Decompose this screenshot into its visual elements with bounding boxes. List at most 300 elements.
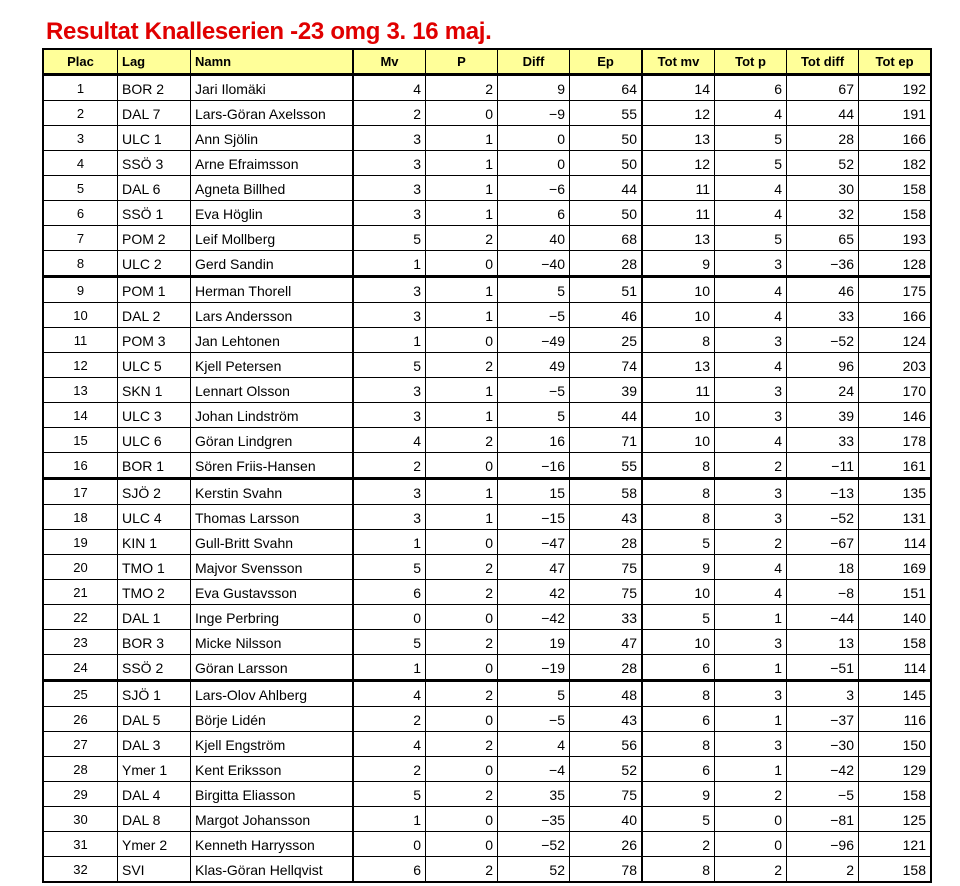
table-row	[43, 201, 931, 226]
cell-tot-mv: 8	[642, 328, 715, 353]
table-row	[43, 580, 931, 605]
cell-diff: −5	[498, 378, 570, 403]
cell-tot-diff: −13	[787, 479, 859, 505]
cell-tot-diff: −81	[787, 807, 859, 832]
cell-tot-ep: 158	[859, 857, 932, 883]
cell-tot-mv: 8	[642, 479, 715, 505]
cell-ep: 75	[570, 782, 643, 807]
cell-tot-diff: 39	[787, 403, 859, 428]
cell-p: 0	[426, 530, 498, 555]
cell-tot-mv: 11	[642, 378, 715, 403]
cell-tot-mv: 10	[642, 303, 715, 328]
cell-tot-mv: 2	[642, 832, 715, 857]
cell-namn: Gull-Britt Svahn	[191, 530, 354, 555]
cell-namn: Jan Lehtonen	[191, 328, 354, 353]
cell-p: 1	[426, 479, 498, 505]
cell-mv: 6	[353, 857, 426, 883]
cell-ep: 52	[570, 757, 643, 782]
cell-lag: DAL 8	[118, 807, 191, 832]
cell-tot-ep: 158	[859, 176, 932, 201]
cell-p: 0	[426, 707, 498, 732]
cell-p: 2	[426, 782, 498, 807]
cell-p: 2	[426, 681, 498, 707]
cell-mv: 4	[353, 732, 426, 757]
cell-ep: 51	[570, 277, 643, 303]
cell-tot-mv: 14	[642, 75, 715, 101]
cell-tot-ep: 170	[859, 378, 932, 403]
cell-ep: 74	[570, 353, 643, 378]
cell-diff: −4	[498, 757, 570, 782]
cell-tot-diff: −37	[787, 707, 859, 732]
cell-ep: 44	[570, 176, 643, 201]
cell-p: 0	[426, 453, 498, 479]
cell-plac: 11	[43, 328, 118, 353]
cell-lag: SSÖ 3	[118, 151, 191, 176]
table-row	[43, 151, 931, 176]
cell-mv: 3	[353, 505, 426, 530]
cell-tot-mv: 10	[642, 277, 715, 303]
cell-p: 0	[426, 832, 498, 857]
column-header-p: P	[426, 49, 498, 75]
cell-diff: −19	[498, 655, 570, 681]
cell-p: 1	[426, 505, 498, 530]
cell-p: 1	[426, 176, 498, 201]
cell-mv: 2	[353, 707, 426, 732]
cell-tot-diff: −42	[787, 757, 859, 782]
cell-lag: DAL 6	[118, 176, 191, 201]
cell-tot-diff: 33	[787, 428, 859, 453]
cell-tot-p: 4	[715, 353, 787, 378]
cell-tot-p: 3	[715, 479, 787, 505]
table-row	[43, 807, 931, 832]
cell-tot-mv: 12	[642, 101, 715, 126]
cell-tot-p: 1	[715, 605, 787, 630]
cell-ep: 28	[570, 251, 643, 277]
cell-mv: 3	[353, 277, 426, 303]
cell-namn: Lars-Olov Ahlberg	[191, 681, 354, 707]
cell-tot-ep: 151	[859, 580, 932, 605]
cell-p: 1	[426, 403, 498, 428]
cell-plac: 4	[43, 151, 118, 176]
cell-tot-p: 3	[715, 630, 787, 655]
page-title: Resultat Knalleserien -23 omg 3. 16 maj.	[46, 18, 492, 45]
cell-tot-mv: 10	[642, 403, 715, 428]
cell-tot-mv: 11	[642, 201, 715, 226]
cell-plac: 28	[43, 757, 118, 782]
cell-mv: 0	[353, 832, 426, 857]
cell-namn: Lars Andersson	[191, 303, 354, 328]
table-row	[43, 176, 931, 201]
cell-namn: Eva Gustavsson	[191, 580, 354, 605]
cell-ep: 39	[570, 378, 643, 403]
cell-tot-ep: 158	[859, 630, 932, 655]
cell-plac: 15	[43, 428, 118, 453]
cell-tot-p: 4	[715, 176, 787, 201]
cell-tot-mv: 13	[642, 126, 715, 151]
cell-p: 2	[426, 857, 498, 883]
cell-tot-diff: −52	[787, 505, 859, 530]
cell-plac: 10	[43, 303, 118, 328]
cell-diff: 40	[498, 226, 570, 251]
cell-tot-p: 1	[715, 707, 787, 732]
column-header-diff: Diff	[498, 49, 570, 75]
table-row	[43, 101, 931, 126]
cell-ep: 40	[570, 807, 643, 832]
cell-plac: 7	[43, 226, 118, 251]
cell-tot-diff: 33	[787, 303, 859, 328]
cell-p: 1	[426, 303, 498, 328]
cell-tot-ep: 140	[859, 605, 932, 630]
cell-tot-p: 1	[715, 757, 787, 782]
cell-p: 2	[426, 732, 498, 757]
cell-lag: ULC 4	[118, 505, 191, 530]
cell-ep: 43	[570, 707, 643, 732]
cell-tot-ep: 135	[859, 479, 932, 505]
cell-plac: 23	[43, 630, 118, 655]
cell-diff: −42	[498, 605, 570, 630]
cell-plac: 26	[43, 707, 118, 732]
cell-diff: −16	[498, 453, 570, 479]
cell-tot-mv: 12	[642, 151, 715, 176]
cell-namn: Johan Lindström	[191, 403, 354, 428]
cell-tot-ep: 203	[859, 353, 932, 378]
cell-tot-diff: 46	[787, 277, 859, 303]
cell-tot-mv: 6	[642, 707, 715, 732]
cell-tot-diff: −5	[787, 782, 859, 807]
cell-tot-p: 3	[715, 732, 787, 757]
cell-p: 1	[426, 151, 498, 176]
cell-lag: DAL 3	[118, 732, 191, 757]
cell-mv: 4	[353, 681, 426, 707]
cell-plac: 27	[43, 732, 118, 757]
cell-ep: 48	[570, 681, 643, 707]
cell-p: 0	[426, 101, 498, 126]
cell-lag: ULC 6	[118, 428, 191, 453]
cell-diff: 4	[498, 732, 570, 757]
cell-diff: 9	[498, 75, 570, 101]
cell-plac: 16	[43, 453, 118, 479]
cell-lag: SSÖ 1	[118, 201, 191, 226]
table-row	[43, 479, 931, 505]
cell-tot-p: 0	[715, 807, 787, 832]
cell-tot-ep: 158	[859, 201, 932, 226]
cell-tot-ep: 192	[859, 75, 932, 101]
cell-namn: Leif Mollberg	[191, 226, 354, 251]
cell-namn: Göran Larsson	[191, 655, 354, 681]
cell-tot-diff: 13	[787, 630, 859, 655]
cell-tot-diff: 67	[787, 75, 859, 101]
cell-tot-ep: 150	[859, 732, 932, 757]
cell-diff: 42	[498, 580, 570, 605]
cell-tot-p: 6	[715, 75, 787, 101]
cell-tot-diff: 18	[787, 555, 859, 580]
cell-ep: 26	[570, 832, 643, 857]
cell-plac: 1	[43, 75, 118, 101]
cell-mv: 2	[353, 757, 426, 782]
cell-ep: 75	[570, 555, 643, 580]
cell-diff: 19	[498, 630, 570, 655]
cell-ep: 43	[570, 505, 643, 530]
cell-tot-diff: −36	[787, 251, 859, 277]
cell-lag: BOR 2	[118, 75, 191, 101]
column-header-lag: Lag	[118, 49, 191, 75]
cell-tot-p: 4	[715, 101, 787, 126]
cell-p: 1	[426, 126, 498, 151]
table-row	[43, 277, 931, 303]
cell-tot-diff: 65	[787, 226, 859, 251]
cell-mv: 4	[353, 75, 426, 101]
cell-p: 0	[426, 328, 498, 353]
cell-ep: 55	[570, 101, 643, 126]
cell-p: 2	[426, 428, 498, 453]
cell-plac: 5	[43, 176, 118, 201]
cell-tot-p: 5	[715, 226, 787, 251]
cell-lag: TMO 2	[118, 580, 191, 605]
cell-tot-ep: 166	[859, 126, 932, 151]
cell-mv: 5	[353, 555, 426, 580]
table-row	[43, 832, 931, 857]
cell-mv: 1	[353, 251, 426, 277]
cell-p: 2	[426, 580, 498, 605]
cell-lag: SVI	[118, 857, 191, 883]
cell-namn: Kjell Engström	[191, 732, 354, 757]
cell-namn: Sören Friis-Hansen	[191, 453, 354, 479]
cell-ep: 47	[570, 630, 643, 655]
cell-tot-ep: 191	[859, 101, 932, 126]
cell-plac: 22	[43, 605, 118, 630]
cell-ep: 68	[570, 226, 643, 251]
cell-plac: 29	[43, 782, 118, 807]
cell-lag: ULC 3	[118, 403, 191, 428]
cell-plac: 13	[43, 378, 118, 403]
cell-ep: 50	[570, 151, 643, 176]
table-row	[43, 530, 931, 555]
cell-ep: 44	[570, 403, 643, 428]
cell-diff: 6	[498, 201, 570, 226]
cell-p: 2	[426, 226, 498, 251]
cell-plac: 20	[43, 555, 118, 580]
table-row	[43, 505, 931, 530]
column-header-tot-p: Tot p	[715, 49, 787, 75]
cell-tot-ep: 114	[859, 530, 932, 555]
cell-lag: Ymer 2	[118, 832, 191, 857]
cell-tot-mv: 8	[642, 453, 715, 479]
results-table	[42, 48, 932, 883]
cell-diff: −35	[498, 807, 570, 832]
cell-plac: 17	[43, 479, 118, 505]
cell-tot-p: 1	[715, 655, 787, 681]
cell-lag: SJÖ 2	[118, 479, 191, 505]
cell-tot-diff: 28	[787, 126, 859, 151]
table-row	[43, 126, 931, 151]
cell-tot-ep: 145	[859, 681, 932, 707]
cell-ep: 50	[570, 126, 643, 151]
cell-ep: 56	[570, 732, 643, 757]
cell-lag: DAL 2	[118, 303, 191, 328]
cell-ep: 75	[570, 580, 643, 605]
cell-diff: 47	[498, 555, 570, 580]
table-header-row	[43, 49, 931, 75]
cell-ep: 78	[570, 857, 643, 883]
cell-diff: 52	[498, 857, 570, 883]
cell-tot-ep: 114	[859, 655, 932, 681]
cell-namn: Micke Nilsson	[191, 630, 354, 655]
cell-p: 0	[426, 655, 498, 681]
cell-tot-p: 5	[715, 126, 787, 151]
table-row	[43, 605, 931, 630]
cell-tot-p: 4	[715, 428, 787, 453]
cell-tot-diff: −96	[787, 832, 859, 857]
cell-namn: Arne Efraimsson	[191, 151, 354, 176]
cell-tot-p: 4	[715, 555, 787, 580]
cell-plac: 21	[43, 580, 118, 605]
cell-diff: −15	[498, 505, 570, 530]
cell-p: 2	[426, 630, 498, 655]
cell-diff: −52	[498, 832, 570, 857]
cell-p: 2	[426, 75, 498, 101]
cell-tot-diff: 52	[787, 151, 859, 176]
cell-mv: 1	[353, 328, 426, 353]
cell-mv: 3	[353, 403, 426, 428]
cell-tot-mv: 13	[642, 226, 715, 251]
cell-tot-diff: −11	[787, 453, 859, 479]
table-row	[43, 353, 931, 378]
cell-tot-p: 3	[715, 328, 787, 353]
cell-plac: 19	[43, 530, 118, 555]
cell-tot-p: 2	[715, 857, 787, 883]
cell-diff: 5	[498, 403, 570, 428]
cell-tot-p: 5	[715, 151, 787, 176]
cell-tot-ep: 182	[859, 151, 932, 176]
cell-p: 2	[426, 555, 498, 580]
cell-lag: DAL 5	[118, 707, 191, 732]
cell-p: 0	[426, 251, 498, 277]
cell-tot-ep: 175	[859, 277, 932, 303]
cell-ep: 55	[570, 453, 643, 479]
cell-namn: Herman Thorell	[191, 277, 354, 303]
cell-diff: −49	[498, 328, 570, 353]
cell-plac: 32	[43, 857, 118, 883]
cell-diff: 15	[498, 479, 570, 505]
cell-plac: 18	[43, 505, 118, 530]
cell-tot-mv: 5	[642, 807, 715, 832]
cell-tot-p: 2	[715, 530, 787, 555]
cell-tot-p: 3	[715, 681, 787, 707]
column-header-namn: Namn	[191, 49, 354, 75]
cell-tot-ep: 128	[859, 251, 932, 277]
table-row	[43, 630, 931, 655]
cell-tot-ep: 125	[859, 807, 932, 832]
cell-namn: Lennart Olsson	[191, 378, 354, 403]
cell-namn: Börje Lidén	[191, 707, 354, 732]
cell-tot-diff: 30	[787, 176, 859, 201]
cell-p: 1	[426, 378, 498, 403]
cell-tot-mv: 8	[642, 732, 715, 757]
table-row	[43, 453, 931, 479]
cell-mv: 0	[353, 605, 426, 630]
cell-namn: Kerstin Svahn	[191, 479, 354, 505]
cell-diff: 5	[498, 681, 570, 707]
cell-tot-mv: 8	[642, 857, 715, 883]
cell-namn: Kent Eriksson	[191, 757, 354, 782]
cell-lag: Ymer 1	[118, 757, 191, 782]
cell-lag: POM 3	[118, 328, 191, 353]
column-header-tot-ep: Tot ep	[859, 49, 932, 75]
cell-ep: 33	[570, 605, 643, 630]
table-row	[43, 655, 931, 681]
cell-tot-p: 4	[715, 201, 787, 226]
cell-tot-ep: 129	[859, 757, 932, 782]
cell-mv: 1	[353, 530, 426, 555]
cell-lag: DAL 1	[118, 605, 191, 630]
cell-mv: 5	[353, 630, 426, 655]
table-row	[43, 328, 931, 353]
cell-diff: 0	[498, 151, 570, 176]
cell-ep: 28	[570, 655, 643, 681]
table-row	[43, 428, 931, 453]
cell-tot-mv: 5	[642, 530, 715, 555]
cell-p: 2	[426, 353, 498, 378]
cell-tot-p: 3	[715, 403, 787, 428]
cell-p: 0	[426, 757, 498, 782]
cell-tot-diff: −30	[787, 732, 859, 757]
cell-namn: Kjell Petersen	[191, 353, 354, 378]
cell-plac: 12	[43, 353, 118, 378]
cell-lag: SSÖ 2	[118, 655, 191, 681]
cell-namn: Inge Perbring	[191, 605, 354, 630]
cell-mv: 3	[353, 378, 426, 403]
cell-lag: ULC 2	[118, 251, 191, 277]
cell-diff: −40	[498, 251, 570, 277]
cell-ep: 25	[570, 328, 643, 353]
cell-tot-p: 2	[715, 453, 787, 479]
cell-tot-mv: 9	[642, 555, 715, 580]
cell-diff: −5	[498, 303, 570, 328]
cell-tot-ep: 161	[859, 453, 932, 479]
cell-tot-p: 2	[715, 782, 787, 807]
table-row	[43, 251, 931, 277]
cell-plac: 30	[43, 807, 118, 832]
cell-tot-mv: 8	[642, 505, 715, 530]
table-row	[43, 707, 931, 732]
cell-namn: Gerd Sandin	[191, 251, 354, 277]
cell-diff: −9	[498, 101, 570, 126]
cell-lag: KIN 1	[118, 530, 191, 555]
cell-mv: 6	[353, 580, 426, 605]
table-row	[43, 378, 931, 403]
cell-tot-mv: 5	[642, 605, 715, 630]
cell-tot-diff: 2	[787, 857, 859, 883]
column-header-tot-diff: Tot diff	[787, 49, 859, 75]
cell-tot-p: 0	[715, 832, 787, 857]
cell-plac: 2	[43, 101, 118, 126]
cell-namn: Eva Höglin	[191, 201, 354, 226]
cell-tot-p: 3	[715, 251, 787, 277]
cell-diff: 16	[498, 428, 570, 453]
cell-diff: 35	[498, 782, 570, 807]
cell-mv: 2	[353, 453, 426, 479]
cell-mv: 3	[353, 303, 426, 328]
cell-namn: Göran Lindgren	[191, 428, 354, 453]
cell-ep: 64	[570, 75, 643, 101]
cell-tot-diff: 24	[787, 378, 859, 403]
cell-p: 1	[426, 277, 498, 303]
cell-plac: 9	[43, 277, 118, 303]
cell-tot-ep: 146	[859, 403, 932, 428]
cell-namn: Majvor Svensson	[191, 555, 354, 580]
cell-tot-ep: 178	[859, 428, 932, 453]
cell-tot-p: 3	[715, 378, 787, 403]
